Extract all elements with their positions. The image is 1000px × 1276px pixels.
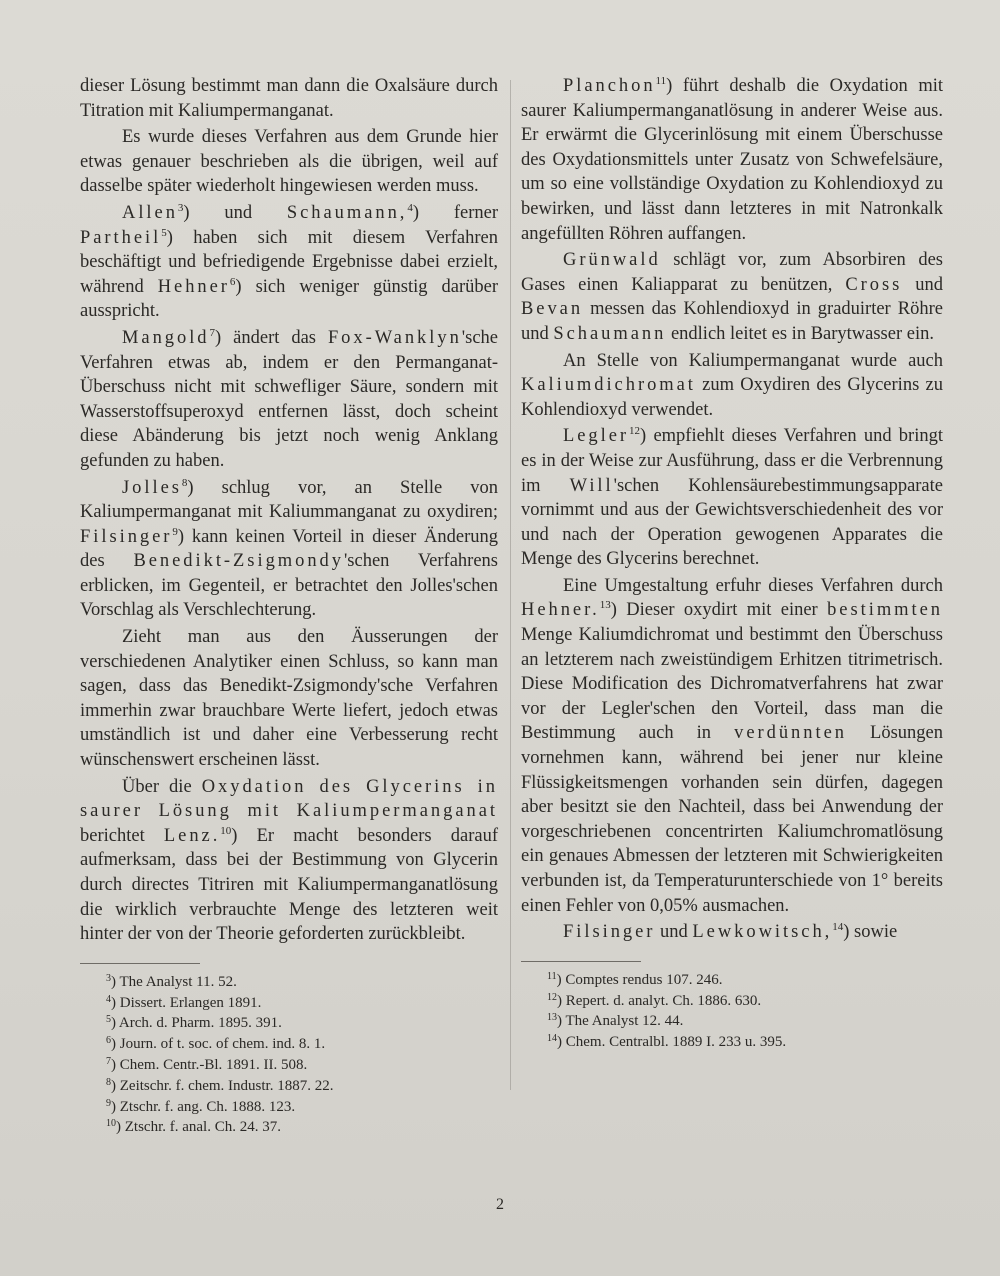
- text-run: ) empfiehlt dieses Verfahren und bringt es in der Weise zur Ausführung, dass er die Verbrennung im: [521, 426, 943, 496]
- footnote-text: Journ. of t. soc. of chem. ind. 8. 1.: [119, 1036, 326, 1053]
- footnote: $^4$) Dissert. Erlangen 1891.: [106, 993, 262, 1011]
- author-name: Cross: [845, 274, 903, 295]
- text-run: 'schen Verfahrens erblicken, im Gegenteil, er betrachtet den Jolles'schen Vorschlag als Verschlechterung.: [80, 551, 498, 621]
- paragraph: [521, 248, 943, 346]
- paragraph: [521, 920, 943, 945]
- paragraph: [80, 775, 498, 947]
- footnote-number: 3: [106, 972, 111, 984]
- text-run: berichtet: [80, 825, 164, 846]
- spaced-emphasis: Kaliumdichromat: [521, 375, 696, 396]
- footnote: $^3$) The Analyst 11. 52.: [106, 972, 237, 990]
- text-run: 'sche Verfahren etwas ab, indem er den Permanganat-Überschuss nicht mit schwefliger Säure, sondern mit Wasserstoffsuperoxyd entfernen lässt, doch scheint diese Abänderung bis jetzt noch wenig Anklang gefunden zu haben.: [80, 327, 498, 471]
- text-run: Lösungen vornehmen kann, während bei jener nur kleine Flüssigkeitsmengen vorhanden sein dürfen, dagegen aber besitzt sie den Nachteil, dass bei Anwendung der vorgeschriebenen concentrirten Kaliumchromatlösung ein genaues Abmessen der letzteren mit Schwierigkeiten verbunden ist, da Temperaturunterschiede von 1° bereits einen Fehler von 0,05% ausmachen.: [521, 723, 943, 916]
- paragraph: [521, 424, 943, 572]
- text-run: messen das Kohlendioxyd in graduirter Röhre und: [521, 299, 943, 344]
- footnote-ref: 10: [220, 824, 232, 837]
- author-name: Lewkowitsch,: [692, 922, 833, 943]
- footnote-text: Dissert. Erlangen 1891.: [119, 994, 262, 1011]
- author-name: Allen: [122, 202, 178, 223]
- text-run: ) Er macht besonders darauf aufmerksam, dass bei der Bestimmung von Glycerin durch directes Titriren mit Kaliumpermanganatlösung die wirklich verbrauchte Menge des letzteren weit hinter der von der Theorie geforderten zurückbleibt.: [80, 825, 498, 945]
- author-name: Schaumann,: [286, 202, 408, 223]
- spaced-emphasis: verdünnten: [734, 723, 847, 744]
- footnote: $^{13}$) The Analyst 12. 44.: [547, 1012, 684, 1030]
- footnote-number: 7: [106, 1055, 111, 1067]
- text-run: ) ändert das: [215, 327, 328, 348]
- author-name: Hehner: [157, 276, 230, 297]
- footnote-text: Chem. Centralbl. 1889 I. 233 u. 395.: [565, 1034, 787, 1051]
- footnote-ref: 8: [181, 476, 188, 489]
- footnote-number: 8: [106, 1076, 111, 1088]
- spaced-emphasis: bestimmten: [827, 600, 943, 621]
- footnote-number: 9: [106, 1097, 111, 1109]
- footnote: $^5$) Arch. d. Pharm. 1895. 391.: [106, 1014, 282, 1032]
- footnote: $^9$) Ztschr. f. ang. Ch. 1888. 123.: [106, 1097, 296, 1115]
- footnote-number: 4: [106, 993, 111, 1005]
- footnote-ref: 4: [407, 201, 413, 214]
- author-name: Fox-Wanklyn: [327, 327, 462, 348]
- footnote-ref: 12: [629, 425, 641, 438]
- text-run: endlich leitet es in Barytwasser ein.: [666, 323, 934, 344]
- footnote: $^{12}$) Repert. d. analyt. Ch. 1886. 630.: [547, 991, 762, 1009]
- author-name: Legler: [563, 426, 630, 447]
- paragraph: dieser Lösung bestimmt man dann die Oxalsäure durch Titration mit Kaliumpermanganat.: [80, 76, 498, 121]
- footnote-number: 6: [106, 1035, 111, 1047]
- text-run: ) sich weniger günstig darüber ausspricht.: [80, 276, 498, 322]
- footnote-ref: 14: [832, 921, 844, 934]
- footnote-text: Ztschr. f. ang. Ch. 1888. 123.: [119, 1098, 296, 1115]
- text-run: schlägt vor, zum Absorbiren des Gases einen Kaliapparat zu benützen,: [521, 250, 943, 295]
- footnote-text: The Analyst 12. 44.: [565, 1013, 684, 1030]
- footnote-ref: 3: [177, 201, 184, 214]
- author-name: Jolles: [122, 477, 182, 498]
- text-run: ) und: [183, 202, 287, 223]
- author-name: Filsinger: [563, 922, 656, 943]
- text-run: ) haben sich mit diesem Verfahren beschäftigt und befriedigende Ergebnisse dabei erzielt, während: [80, 227, 498, 297]
- footnote-number: 11: [547, 970, 557, 982]
- text-run: ) führt deshalb die Oxydation mit saurer Kaliumpermanganatlösung in anderer Weise aus. Er erwärmt die Glycerinlösung mit einem Überschusse des Oxydationsmittels unter Zusatz von Schwefelsäure, um so eine vollständige Oxydation zu Kohlendioxyd zu bewirken, und lässt dann letzteres in mit Natronkalk angefüllten Röhren auffangen.: [521, 76, 943, 244]
- footnote-text: Arch. d. Pharm. 1895. 391.: [118, 1015, 282, 1032]
- text-run: zum Oxydiren des Glycerins zu Kohlendioxyd verwendet.: [521, 375, 943, 420]
- footnote-ref: 7: [209, 326, 216, 339]
- text-run: und: [902, 274, 943, 295]
- paragraph: [80, 201, 498, 324]
- left-column: [80, 74, 498, 1138]
- paragraph: [521, 574, 943, 918]
- footnote-text: Repert. d. analyt. Ch. 1886. 630.: [565, 992, 762, 1009]
- text-run: Eine Umgestaltung erfuhr dieses Verfahren durch: [563, 575, 943, 596]
- text-run: An Stelle von Kaliumpermanganat wurde auch: [563, 350, 943, 371]
- footnote-ref: 5: [161, 226, 167, 239]
- column-divider: [510, 80, 511, 1090]
- text-run: 'schen Kohlensäurebestimmungsapparate vornimmt und aus der Gewichtsverschiedenheit des vor und nach der Operation gewogenen Apparates die Menge des Glycerins berechnet.: [521, 475, 943, 570]
- footnote: $^7$) Chem. Centr.-Bl. 1891. II. 508.: [106, 1055, 308, 1073]
- footnote: $^{11}$) Comptes rendus 107. 246.: [547, 970, 723, 988]
- footnote: $^6$) Journ. of t. soc. of chem. ind. 8. 1.: [106, 1035, 326, 1053]
- right-column: [521, 74, 943, 1053]
- footnotes: [80, 972, 498, 1138]
- author-name: Grünwald: [563, 250, 661, 271]
- footnote-number: 14: [547, 1033, 557, 1045]
- text-run: ) kann keinen Vorteil in dieser Änderung des: [80, 526, 498, 572]
- page-number: 2: [496, 1196, 504, 1213]
- spaced-emphasis: Oxydation des Glycerins in saurer Lösung mit Kaliumpermanganat: [80, 776, 498, 822]
- paragraph: [80, 476, 498, 624]
- author-name: Mangold: [122, 327, 210, 348]
- author-name: Bevan: [521, 299, 584, 320]
- paragraph: [521, 74, 943, 246]
- author-name: Will: [569, 475, 614, 496]
- footnote-ref: 6: [229, 275, 236, 288]
- footnotes: [521, 970, 943, 1053]
- footnote-text: The Analyst 11. 52.: [119, 973, 237, 990]
- footnote-text: Chem. Centr.-Bl. 1891. II. 508.: [119, 1056, 308, 1073]
- author-name: Lenz.: [163, 825, 221, 846]
- footnote-ref: 9: [172, 525, 178, 538]
- footnote-number: 13: [547, 1012, 557, 1024]
- footnote-divider: [521, 961, 641, 962]
- paragraph: [521, 349, 943, 423]
- paragraph: Es wurde dieses Verfahren aus dem Grunde hier etwas genauer beschrieben als die übrigen, weil auf dasselbe später wiederholt hingewiesen werden muss.: [80, 127, 498, 197]
- author-name: Benedikt-Zsigmondy: [133, 551, 344, 572]
- text-run: Menge Kaliumdichromat und bestimmt den Überschuss an letzterem nach zweistündigem Erhitzen titrimetrisch. Diese Modification des Dichromatverfahrens hat zwar vor der Legler'schen den Vorteil, dass man die Bestimmung auch in: [521, 625, 943, 744]
- text-run: ) schlug vor, an Stelle von Kaliumpermanganat mit Kaliummanganat zu oxydiren;: [80, 477, 498, 523]
- footnote-divider: [80, 963, 200, 964]
- text-run: ) ferner: [412, 202, 498, 223]
- author-name: Partheil: [80, 227, 162, 248]
- text-run: ) Dieser oxydirt mit einer: [610, 600, 828, 621]
- footnote-text: Zeitschr. f. chem. Industr. 1887. 22.: [119, 1077, 334, 1094]
- footnote-text: Comptes rendus 107. 246.: [565, 971, 723, 988]
- footnote: $^{14}$) Chem. Centralbl. 1889 I. 233 u. 395.: [547, 1033, 787, 1051]
- footnote-ref: 11: [655, 75, 667, 87]
- paragraph: Zieht man aus den Äusserungen der verschiedenen Analytiker einen Schluss, so kann man sagen, dass das Benedikt-Zsigmondy'sche Verfahren immerhin zwar brauchbare Werte liefert, jedoch etwas umständlich ist und daher eine Verbesserung recht wünschenswert erscheinen lässt.: [80, 627, 498, 771]
- paragraph: [80, 326, 498, 474]
- author-name: Schaumann: [553, 323, 667, 344]
- footnote-number: 10: [106, 1118, 116, 1130]
- footnote: $^8$) Zeitschr. f. chem. Industr. 1887. 22.: [106, 1076, 334, 1094]
- footnote-number: 12: [547, 991, 557, 1003]
- footnote-number: 5: [106, 1014, 111, 1026]
- author-name: Planchon: [563, 76, 656, 96]
- author-name: Hehner.: [521, 600, 600, 621]
- footnote-ref: 13: [599, 599, 611, 612]
- author-name: Filsinger: [80, 526, 173, 547]
- footnote: $^{10}$) Ztschr. f. anal. Ch. 24. 37.: [106, 1118, 281, 1136]
- text-run: ) sowie: [843, 922, 898, 943]
- footnote-text: Ztschr. f. anal. Ch. 24. 37.: [124, 1119, 281, 1136]
- text-run: und: [655, 922, 693, 943]
- text-run: Über die: [122, 776, 202, 797]
